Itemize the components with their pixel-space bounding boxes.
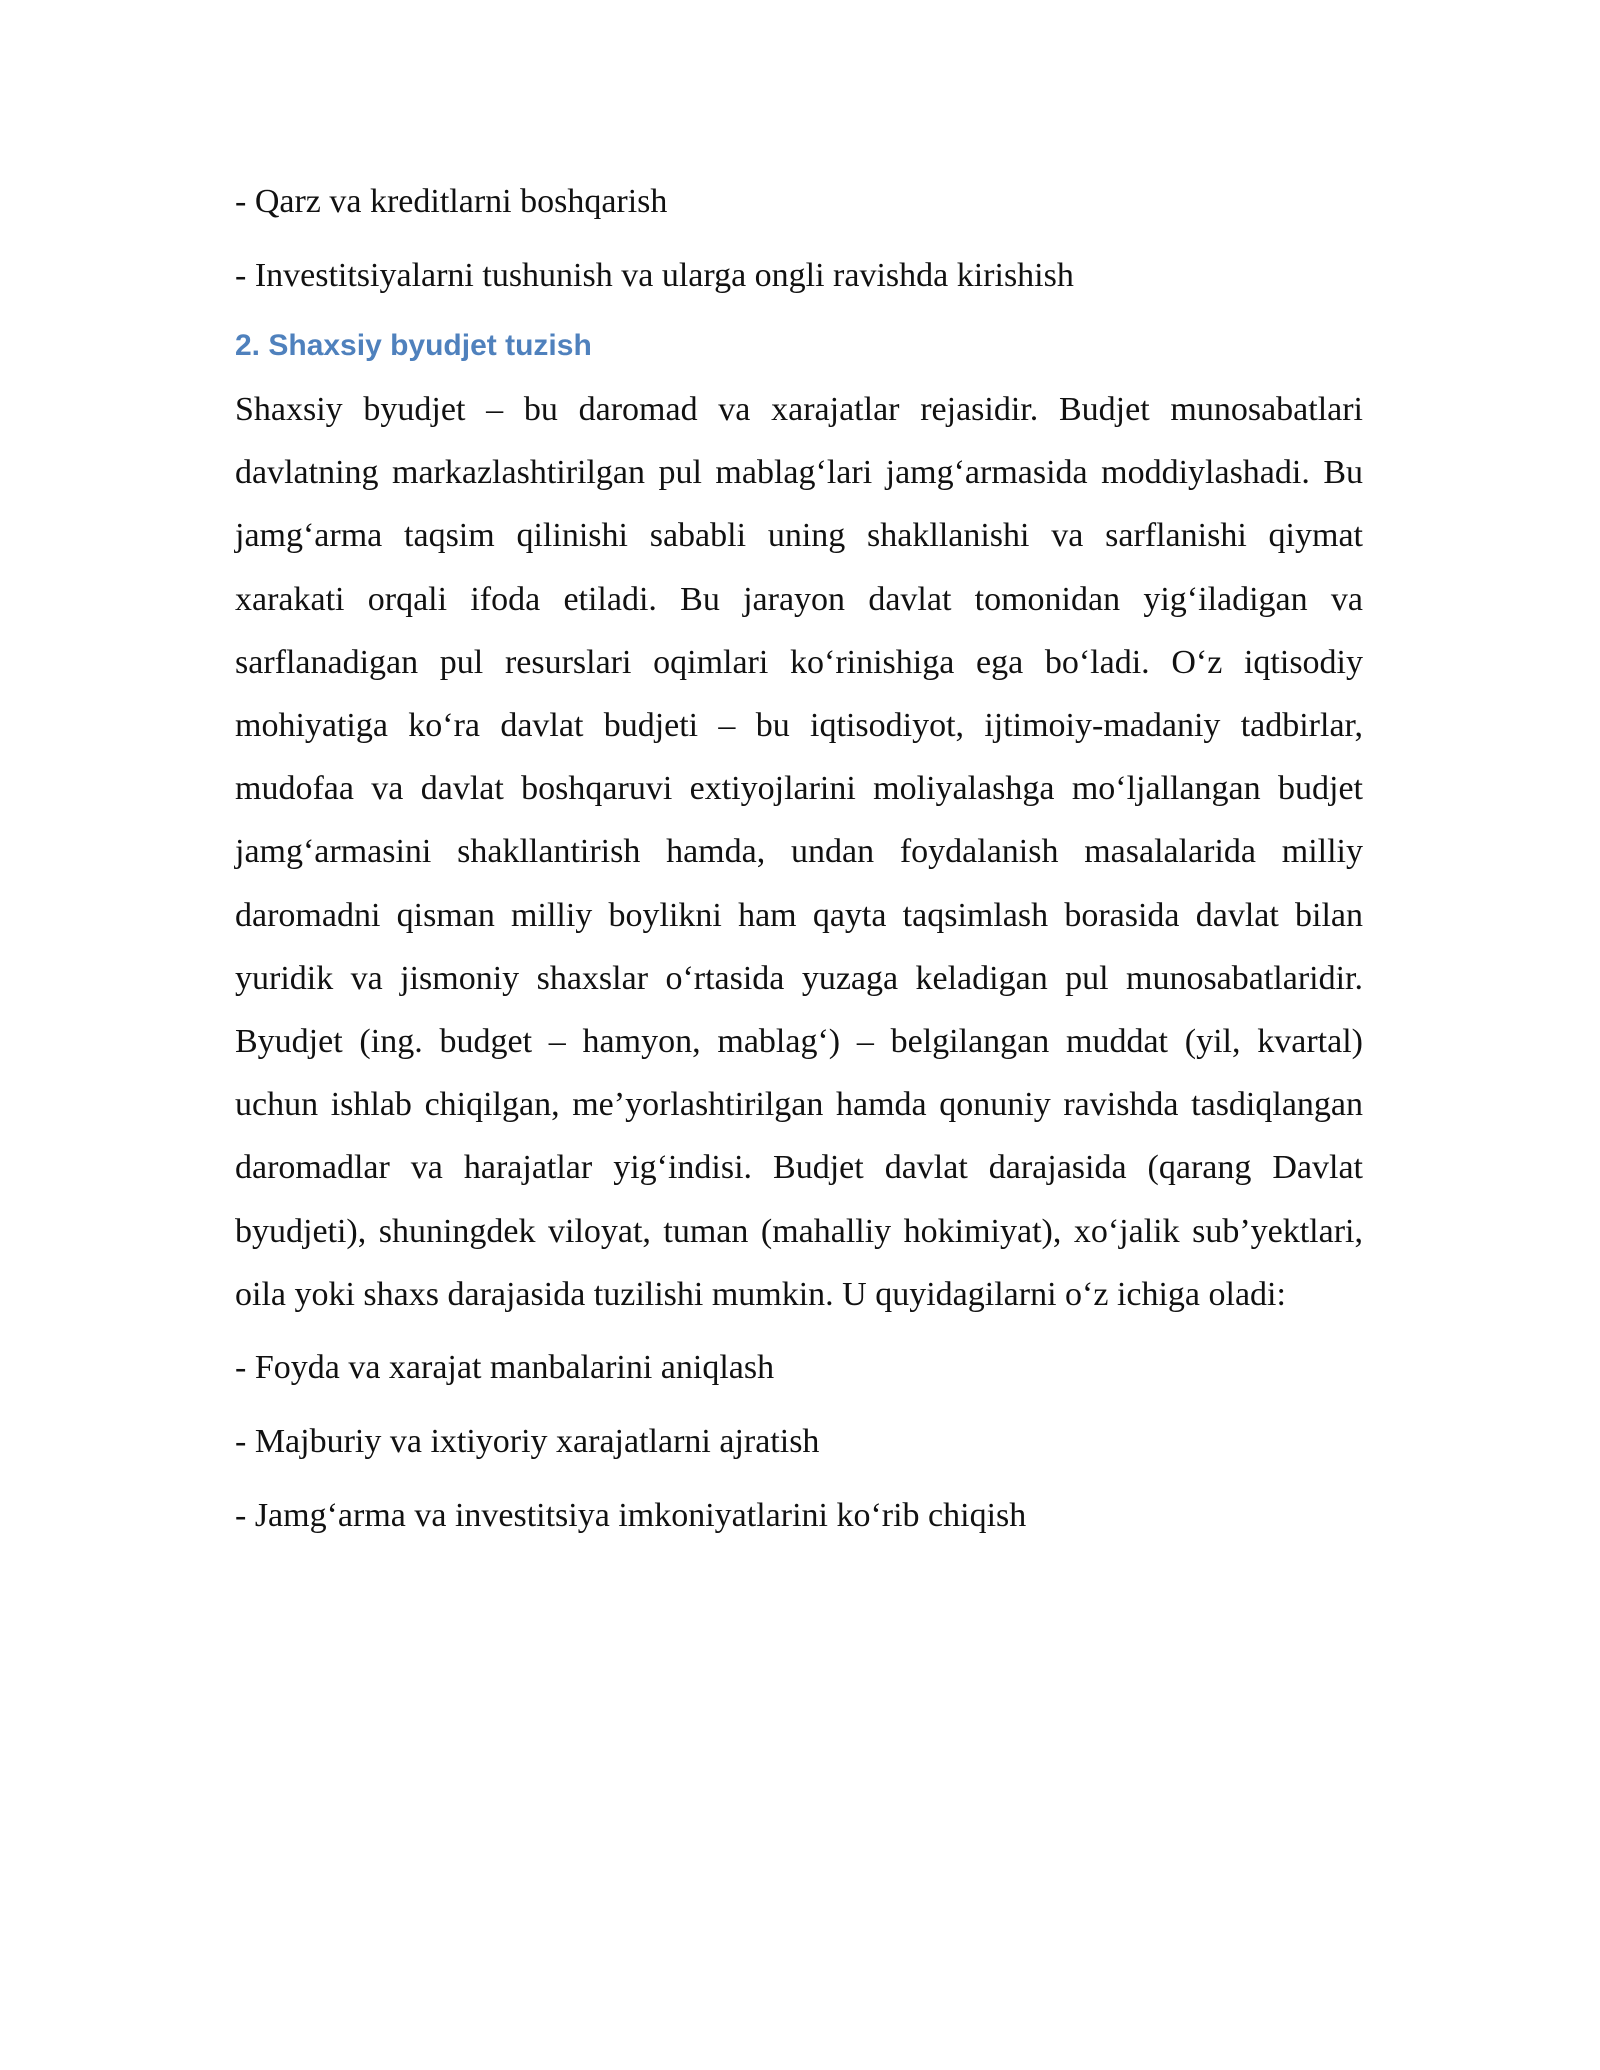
list-item: - Investitsiyalarni tushunish va ularga ongli ravishda kirishish <box>235 257 1074 294</box>
list-item: - Foyda va xarajat manbalarini aniqlash <box>235 1349 775 1387</box>
section-heading: 2. Shaxsiy byudjet tuzish <box>235 329 592 362</box>
list-item: - Qarz va kreditlarni boshqarish <box>235 183 668 220</box>
bullet-list <box>235 1348 1363 1536</box>
list-item: - Majburiy va ixtiyoriy xarajatlarni ajratish <box>235 1423 820 1461</box>
page-content <box>235 182 1363 1570</box>
list-item: - Jamg‘arma va investitsiya imkoniyatlarini ko‘rib chiqish <box>235 1497 1027 1535</box>
body-paragraph: Shaxsiy byudjet – bu daromad va xarajatlar rejasidir. Budjet munosabatlari davlatning markazlashtirilgan pul mablag‘lari jamg‘armasida moddiylashadi. Bu jamg‘arma taqsim qilinishi sababli uning shakllanishi va sarflanishi qiymat xarakati orqali ifoda etiladi. Bu jarayon davlat tomonidan yig‘iladigan va sarflanadigan pul resurslari oqimlari ko‘rinishiga ega bo‘ladi. O‘z iqtisodiy mohiyatiga ko‘ra davlat budjeti – bu iqtisodiyot, ijtimoiy-madaniy tadbirlar, mudofaa va davlat boshqaruvi extiyojlarini moliyalashga mo‘ljallangan budjet jamg‘armasini shakllantirish hamda, undan foydalanish masalalarida milliy daromadni qisman milliy boylikni ham qayta taqsimlash borasida davlat bilan yuridik va jismoniy shaxslar o‘rtasida yuzaga keladigan pul munosabatlaridir. Byudjet (ing. budget – hamyon, mablag‘) – belgilangan muddat (yil, kvartal) uchun ishlab chiqilgan, me’yorlashtirilgan hamda qonuniy ravishda tasdiqlangan daromadlar va harajatlar yig‘indisi. Budjet davlat darajasida (qarang Davlat byudjeti), shuningdek viloyat, tuman (mahalliy hokimiyat), xo‘jalik sub’yektlari, oila yoki shaxs darajasida tuzilishi mumkin. U quyidagilarni o‘z ichiga oladi: <box>235 391 1363 1313</box>
